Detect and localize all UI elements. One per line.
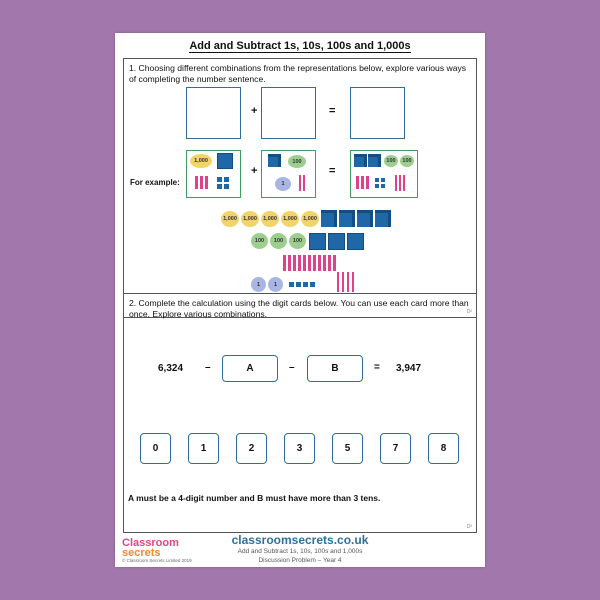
thousand-counter: 1,000 [261,211,279,227]
one-cube [224,177,229,182]
hundred-square [328,233,345,250]
hundred-counter: 100 [289,233,306,249]
equals-sign: = [329,165,336,177]
ten-rod [328,255,331,271]
ten-rod [205,176,208,189]
ten-rod [293,255,296,271]
ten-rod [313,255,316,271]
hundred-counter: 100 [400,155,414,167]
thousand-cube [375,210,391,227]
one-cube [303,282,308,287]
thousand-cube [354,154,367,167]
plus-sign: + [251,105,258,117]
question-2-text: 2. Complete the calculation using the digit cards below. You can use each card more than once. Explore various combinations. [129,298,469,319]
ten-rod [195,176,198,189]
thousand-cube [321,210,337,227]
one-cube [217,177,222,182]
ten-stick [347,272,349,292]
page-title: Add and Subtract 1s, 10s, 100s and 1,000s [189,40,411,52]
ten-stick [395,175,397,191]
example-box-3 [350,150,418,198]
thousand-counter: 1,000 [241,211,259,227]
ten-rod [356,176,359,189]
digit-card-3: 3 [284,433,315,464]
calc-left-value: 6,324 [158,363,184,374]
ten-stick [299,175,301,191]
minus-sign: – [289,362,295,373]
box-a: A [222,355,278,382]
hundred-counter: 100 [270,233,287,249]
equals-sign: = [329,105,336,117]
worksheet [115,33,485,567]
thousand-counter: 1,000 [301,211,319,227]
one-cube [289,282,294,287]
thousand-cube [268,154,281,167]
hundred-square [347,233,364,250]
hint-text: A must be a 4-digit number and B must have more than 3 tens. [128,493,381,503]
one-cube [381,178,385,182]
footer-type: Discussion Problem – Year 4 [258,557,342,564]
hundred-counter: 100 [251,233,268,249]
ten-rod [288,255,291,271]
equals-sign: = [374,362,380,373]
ten-rod [366,176,369,189]
logo-copyright: © Classroom Secrets Limited 2019 [122,558,192,563]
hundred-square [217,153,233,169]
digit-card-8: 8 [428,433,459,464]
thousand-cube [357,210,373,227]
classroom-secrets-logo: Classroom secrets [122,537,179,559]
digit-card-0: 0 [140,433,171,464]
one-cube [224,184,229,189]
minus-sign: – [205,362,211,373]
ten-rod [308,255,311,271]
ten-rod [283,255,286,271]
one-cube [217,184,222,189]
thousand-cube [368,154,381,167]
question-1-panel [123,58,477,318]
thousand-counter: 1,000 [281,211,299,227]
one-cube [296,282,301,287]
ten-stick [399,175,401,191]
copyright-mark: D² [466,524,472,530]
copyright-mark: D² [466,309,472,315]
answer-box-3 [350,87,405,139]
thousand-cube [339,210,355,227]
one-counter: 1 [268,277,283,292]
one-cube [381,184,385,188]
thousand-counter: 1,000 [221,211,239,227]
hundred-counter: 100 [384,155,398,167]
ten-stick [352,272,354,292]
ten-stick [303,175,305,191]
plus-sign: + [251,165,258,177]
one-cube [310,282,315,287]
answer-box-2 [261,87,316,139]
ten-rod [333,255,336,271]
example-box-1 [186,150,241,198]
ten-stick [403,175,405,191]
digit-card-2: 2 [236,433,267,464]
question-1-text: 1. Choosing different combinations from the representations below, explore various ways of completing the number sentence. [129,63,467,84]
one-counter: 1 [275,177,291,191]
thousand-counter: 1,000 [190,154,212,168]
ten-rod [361,176,364,189]
ten-rod [200,176,203,189]
digit-card-1: 1 [188,433,219,464]
footer-site: classroomsecrets.co.uk [231,533,369,547]
example-box-2 [261,150,316,198]
answer-box-1 [186,87,241,139]
ten-rod [318,255,321,271]
digit-card-5: 5 [332,433,363,464]
ten-rod [323,255,326,271]
digit-card-7: 7 [380,433,411,464]
ten-rod [303,255,306,271]
one-cube [375,184,379,188]
hundred-square [309,233,326,250]
ten-stick [337,272,339,292]
example-label: For example: [130,178,180,187]
calc-result: 3,947 [396,363,422,374]
ten-stick [342,272,344,292]
hundred-counter: 100 [288,155,306,168]
box-b: B [307,355,363,382]
one-cube [375,178,379,182]
footer-subtitle: Add and Subtract 1s, 10s, 100s and 1,000s [237,548,363,555]
ten-rod [298,255,301,271]
one-counter: 1 [251,277,266,292]
